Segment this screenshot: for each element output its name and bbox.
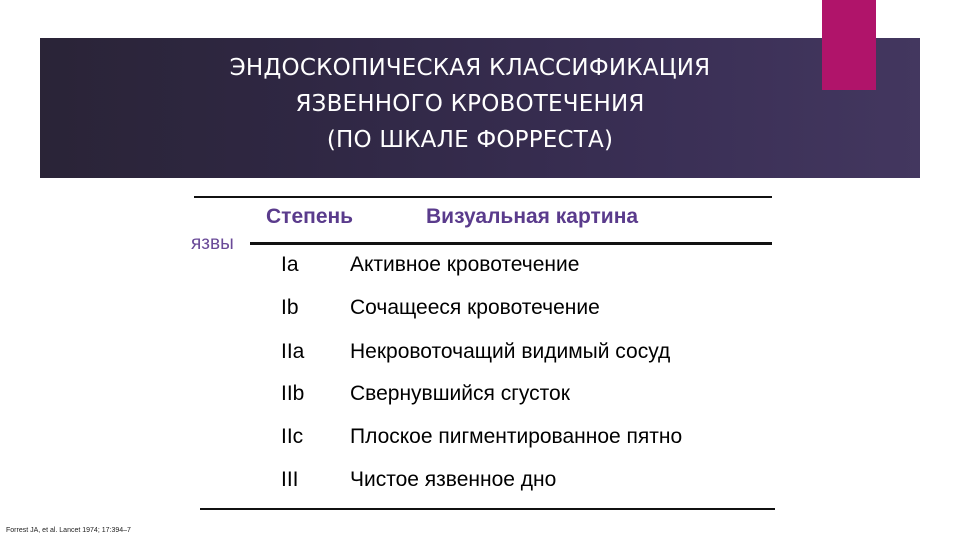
table-row — [0, 340, 960, 372]
row-grade: IIc — [281, 425, 304, 448]
accent-block — [822, 0, 876, 90]
table-row — [0, 425, 960, 457]
table-row — [0, 296, 960, 328]
row-grade: IIb — [281, 382, 305, 405]
row-grade: Ib — [281, 296, 299, 319]
table-bottom-rule — [200, 508, 775, 510]
table-row — [0, 382, 960, 414]
table-top-rule — [194, 196, 772, 198]
header-grade-cont: язвы — [191, 233, 234, 254]
citation-footnote: Forrest JA, et al. Lancet 1974; 17:394–7 — [6, 527, 131, 534]
table-row — [0, 253, 960, 285]
title-line-3: (ПО ШКАЛЕ ФОРРЕСТА) — [326, 127, 614, 153]
row-description: Некровоточащий видимый сосуд — [350, 340, 671, 363]
title-line-2: ЯЗВЕННОГО КРОВОТЕЧЕНИЯ — [295, 91, 645, 117]
row-grade: Ia — [281, 253, 299, 276]
table-header-rule — [250, 242, 772, 245]
row-grade: IIa — [281, 340, 305, 363]
header-visual: Визуальная картина — [426, 205, 639, 228]
row-description: Чистое язвенное дно — [350, 468, 557, 491]
row-description: Свернувшийся сгусток — [350, 382, 570, 405]
slide-title — [150, 50, 790, 158]
row-description: Плоское пигментированное пятно — [350, 425, 683, 448]
row-grade: III — [281, 468, 299, 491]
row-description: Сочащееся кровотечение — [350, 296, 600, 319]
table-row — [0, 468, 960, 500]
row-description: Активное кровотечение — [350, 253, 580, 276]
title-line-1: ЭНДОСКОПИЧЕСКАЯ КЛАССИФИКАЦИЯ — [229, 55, 711, 81]
header-grade: Степень — [266, 205, 354, 228]
